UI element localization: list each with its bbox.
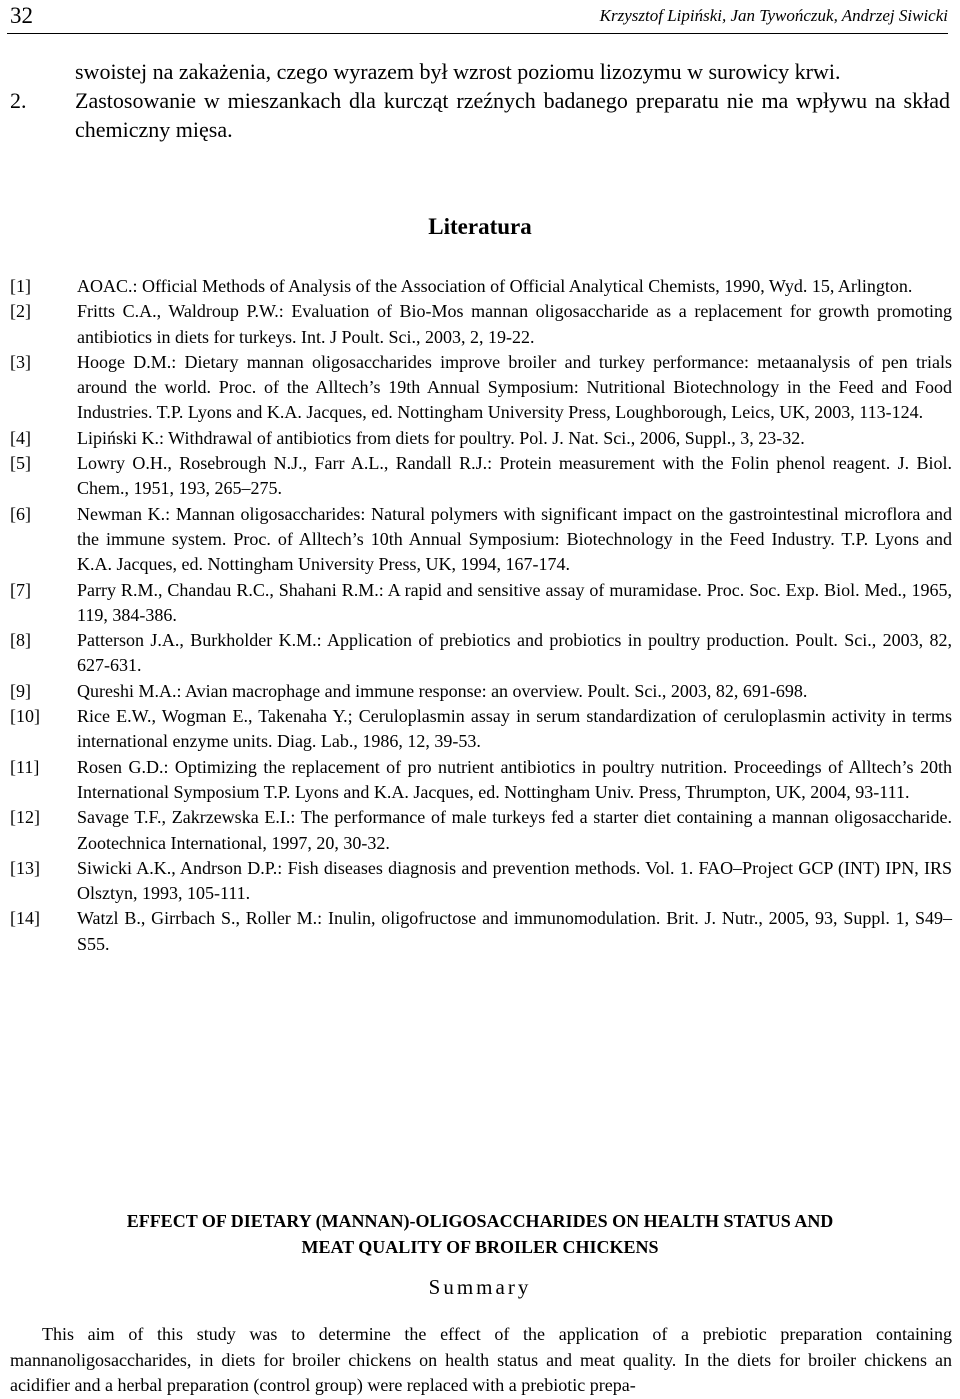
reference-number: [1]	[10, 276, 31, 296]
reference-text: Parry R.M., Chandau R.C., Shahani R.M.: A rapid and sensitive assay of muramidase. Proc. Soc. Exp. Biol. Med., 1965, 119, 384-386.	[77, 579, 952, 625]
reference-number: [10]	[10, 706, 40, 727]
conclusion-text: swoistej na zakażenia, czego wyrazem był wzrost poziomu lizozymu w surowicy krwi.	[75, 59, 841, 84]
reference-number: [5]	[10, 453, 31, 474]
reference-item	[10, 856, 952, 907]
reference-text: Savage T.F., Zakrzewska E.I.: The performance of male turkeys fed a starter diet containing a mannan oligosaccharide. Zootechnica International, 1997, 20, 30-32.	[77, 807, 952, 853]
reference-item	[10, 805, 952, 856]
reference-item	[10, 426, 952, 451]
conclusion-number: 2.	[10, 88, 27, 113]
reference-list	[10, 274, 952, 957]
reference-number: [13]	[10, 857, 40, 878]
reference-text: AOAC.: Official Methods of Analysis of the Association of Official Analytical Chemists, 1990, Wyd. 15, Arlington.	[77, 276, 913, 296]
reference-text: Lowry O.H., Rosebrough N.J., Farr A.L., Randall R.J.: Protein measurement with the Folin phenol reagent. J. Biol. Chem., 1951, 193, 265–275.	[77, 453, 952, 499]
page-header	[7, 0, 948, 34]
reference-text: Patterson J.A., Burkholder K.M.: Application of prebiotics and probiotics in poultry production. Poult. Sci., 2003, 82, 627-631.	[77, 630, 952, 676]
reference-number: [7]	[10, 579, 31, 600]
running-head-authors: Krzysztof Lipiński, Jan Tywończuk, Andrzej Siwicki	[599, 6, 948, 25]
reference-item	[10, 274, 952, 299]
english-title-line-1: EFFECT OF DIETARY (MANNAN)-OLIGOSACCHARIDES ON HEALTH STATUS AND	[126, 1211, 834, 1231]
reference-text: Qureshi M.A.: Avian macrophage and immune response: an overview. Poult. Sci., 2003, 82, 691-698.	[77, 680, 808, 701]
summary-heading: Summary	[428, 1275, 532, 1299]
reference-text: Rice E.W., Wogman E., Takenaha Y.; Ceruloplasmin assay in serum standardization of ceruloplasmin activity in terms international enzyme units. Diag. Lab., 1986, 12, 39-53.	[77, 706, 952, 752]
reference-item	[10, 451, 952, 502]
english-title-line-2: MEAT QUALITY OF BROILER CHICKENS	[301, 1237, 659, 1257]
conclusion-item	[10, 57, 950, 86]
literature-heading: Literatura	[428, 214, 532, 239]
reference-number: [9]	[10, 680, 31, 701]
reference-text: Newman K.: Mannan oligosaccharides: Natural polymers with significant impact on the gastrointestinal microflora and the immune system. Proc. of Alltech’s 10th Annual Symposium: Biotechnology in the Feed Industry. T.P. Lyons and K.A. Jacques, ed. Nottingham University Press, UK, 1994, 167-174.	[77, 503, 952, 575]
conclusion-text: Zastosowanie w mieszankach dla kurcząt rzeźnych badanego preparatu nie ma wpływu na skład chemiczny mięsa.	[75, 88, 950, 142]
reference-text: Fritts C.A., Waldroup P.W.: Evaluation of Bio-Mos mannan oligosaccharide as a replacement for growth promoting antibiotics in diets for turkeys. Int. J Poult. Sci., 2003, 2, 19-22.	[77, 301, 952, 347]
reference-item	[10, 628, 952, 679]
reference-item	[10, 679, 952, 704]
conclusions-list	[10, 57, 950, 144]
reference-number: [6]	[10, 503, 31, 524]
conclusion-item	[10, 86, 950, 144]
summary-paragraph: This aim of this study was to determine the effect of the application of a prebiotic preparation containing mannanoligosaccharides, in diets for broiler chickens on health status and meat quality. In the diets for broiler chickens an acidifier and a herbal preparation (control group) were replaced with a prebiotic prepa-	[10, 1324, 952, 1395]
page-number: 32	[10, 3, 33, 28]
reference-item	[10, 502, 952, 578]
reference-number: [14]	[10, 908, 40, 929]
english-article-title	[0, 1208, 960, 1260]
reference-text: Hooge D.M.: Dietary mannan oligosaccharides improve broiler and turkey performance: metaanalysis of pen trials around the world. Proc. of the Alltech’s 19th Annual Symposium: Nutritional Biotechnology in the Feed and Food Industries. T.P. Lyons and K.A. Jacques, ed. Nottingham University Press, Loughborough, Leics, UK, 2003, 113-124.	[77, 351, 952, 423]
reference-item	[10, 578, 952, 629]
reference-number: [8]	[10, 630, 31, 651]
reference-item	[10, 350, 952, 426]
reference-item	[10, 299, 952, 350]
reference-number: [12]	[10, 807, 40, 828]
reference-item	[10, 755, 952, 806]
reference-text: Rosen G.D.: Optimizing the replacement of pro nutrient antibiotics in poultry nutrition. Proceedings of Alltech’s 20th International Symposium T.P. Lyons and K.A. Jacques, ed. Nottingham Univ. Press, Thrumpton, UK, 2004, 93-111.	[77, 756, 952, 802]
reference-item	[10, 704, 952, 755]
reference-text: Lipiński K.: Withdrawal of antibiotics from diets for poultry. Pol. J. Nat. Sci., 2006, Suppl., 3, 23-32.	[77, 427, 805, 448]
reference-item	[10, 906, 952, 957]
reference-text: Watzl B., Girrbach S., Roller M.: Inulin, oligofructose and immunomodulation. Brit. J. Nutr., 2005, 93, Suppl. 1, S49–S55.	[77, 908, 952, 954]
reference-number: [11]	[10, 756, 40, 777]
reference-number: [3]	[10, 351, 31, 372]
reference-number: [4]	[10, 427, 31, 448]
reference-number: [2]	[10, 301, 31, 322]
reference-text: Siwicki A.K., Andrson D.P.: Fish diseases diagnosis and prevention methods. Vol. 1. FAO–Project GCP (INT) IPN, IRS Olsztyn, 1993, 105-111.	[77, 857, 952, 904]
